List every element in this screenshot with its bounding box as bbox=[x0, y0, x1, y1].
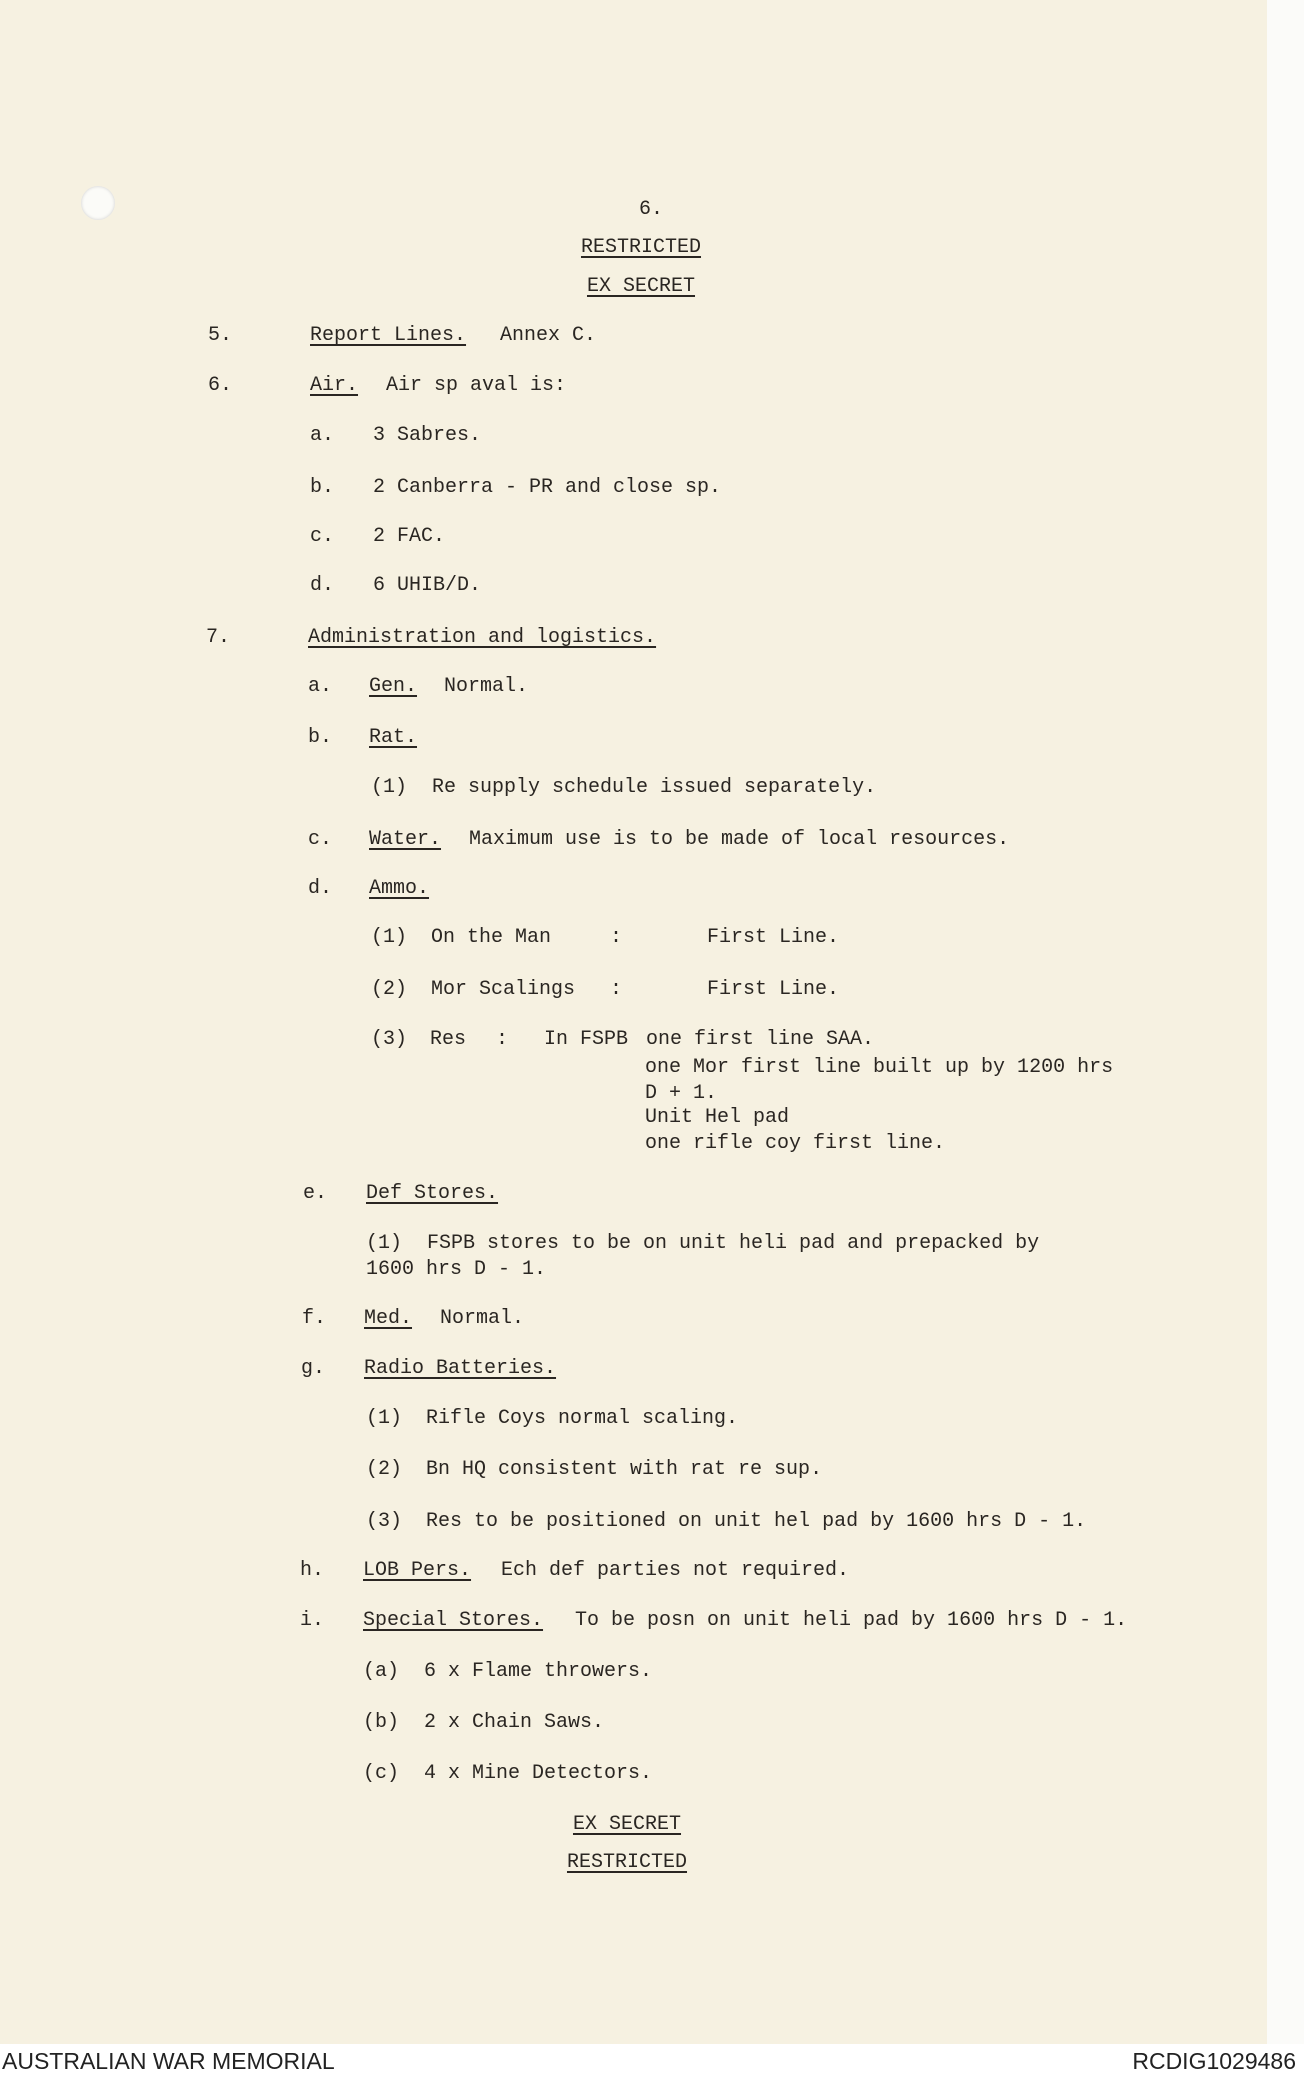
subsub-sep: : bbox=[496, 1028, 509, 1051]
sub-letter: i. bbox=[300, 1609, 325, 1632]
sub-letter: b. bbox=[308, 726, 333, 749]
sub-title: Rat. bbox=[369, 726, 418, 749]
archive-credit: AUSTRALIAN WAR MEMORIAL bbox=[2, 2048, 335, 2074]
subsub-number: (b) bbox=[363, 1711, 400, 1734]
sub-text: 2 Canberra - PR and close sp. bbox=[373, 476, 722, 499]
res-line: one Mor first line built up by 1200 hrs bbox=[645, 1056, 1114, 1079]
subsub-number: (a) bbox=[363, 1660, 400, 1683]
sub-text: 3 Sabres. bbox=[373, 424, 482, 447]
subsub-key: Res bbox=[430, 1028, 467, 1051]
subsub-sep: : bbox=[610, 978, 623, 1001]
sub-letter: d. bbox=[310, 574, 335, 597]
sub-letter: g. bbox=[301, 1357, 326, 1380]
subsub-text: Rifle Coys normal scaling. bbox=[426, 1407, 739, 1430]
subsub-number: (1) bbox=[371, 926, 408, 949]
para-number: 7. bbox=[206, 626, 231, 649]
subsub-number: (1) bbox=[371, 776, 408, 799]
page-number: 6. bbox=[638, 198, 664, 221]
para-number: 5. bbox=[208, 324, 233, 347]
subsub-number: (2) bbox=[366, 1458, 403, 1481]
para-text: Annex C. bbox=[500, 324, 597, 347]
subsub-sep: : bbox=[610, 926, 623, 949]
subsub-text: 6 x Flame throwers. bbox=[424, 1660, 653, 1683]
punch-hole bbox=[81, 186, 115, 220]
sub-letter: b. bbox=[310, 476, 335, 499]
sub-letter: c. bbox=[308, 828, 333, 851]
subsub-number: (3) bbox=[366, 1510, 403, 1533]
sub-letter: h. bbox=[300, 1559, 325, 1582]
sub-title: Water. bbox=[369, 828, 442, 851]
sub-text: Maximum use is to be made of local resources. bbox=[469, 828, 1010, 851]
res-line: one first line SAA. bbox=[646, 1028, 875, 1051]
sub-title: Def Stores. bbox=[366, 1182, 499, 1205]
subsub-key: Mor Scalings bbox=[431, 978, 576, 1001]
subsub-key: On the Man bbox=[431, 926, 552, 949]
subsub-number: (3) bbox=[371, 1028, 408, 1051]
para-title: Administration and logistics. bbox=[308, 626, 657, 649]
subsub-number: (1) bbox=[366, 1232, 403, 1255]
page-edge bbox=[1267, 0, 1304, 2044]
para-number: 6. bbox=[208, 374, 233, 397]
classification-header: EX SECRET bbox=[586, 275, 696, 298]
para-text: Air sp aval is: bbox=[386, 374, 567, 397]
classification-header: RESTRICTED bbox=[580, 236, 702, 259]
sub-letter: a. bbox=[308, 675, 333, 698]
subsub-value: First Line. bbox=[707, 926, 840, 949]
sub-text: To be posn on unit heli pad by 1600 hrs D - 1. bbox=[575, 1609, 1128, 1632]
subsub-number: (c) bbox=[363, 1762, 400, 1785]
sub-text: Normal. bbox=[440, 1307, 525, 1330]
sub-title: Radio Batteries. bbox=[364, 1357, 557, 1380]
subsub-text: 2 x Chain Saws. bbox=[424, 1711, 605, 1734]
sub-text: Normal. bbox=[444, 675, 529, 698]
subsub-value: In FSPB bbox=[544, 1028, 629, 1051]
res-line: D + 1. bbox=[645, 1082, 718, 1105]
subsub-value: First Line. bbox=[707, 978, 840, 1001]
sub-letter: a. bbox=[310, 424, 335, 447]
sub-letter: e. bbox=[303, 1182, 328, 1205]
subsub-text: 4 x Mine Detectors. bbox=[424, 1762, 653, 1785]
sub-letter: f. bbox=[302, 1307, 327, 1330]
sub-title: Special Stores. bbox=[363, 1609, 544, 1632]
para-title: Air. bbox=[310, 374, 359, 397]
subsub-text: Res to be positioned on unit hel pad by 1600 hrs D - 1. bbox=[426, 1510, 1087, 1533]
subsub-text: 1600 hrs D - 1. bbox=[366, 1258, 547, 1281]
res-line: one rifle coy first line. bbox=[645, 1132, 946, 1155]
sub-title: Gen. bbox=[369, 675, 418, 698]
subsub-text: FSPB stores to be on unit heli pad and prepacked by bbox=[427, 1232, 1040, 1255]
sub-letter: d. bbox=[308, 877, 333, 900]
subsub-text: Bn HQ consistent with rat re sup. bbox=[426, 1458, 823, 1481]
subsub-number: (2) bbox=[371, 978, 408, 1001]
classification-footer: RESTRICTED bbox=[566, 1851, 688, 1874]
sub-title: Med. bbox=[364, 1307, 413, 1330]
sub-text: Ech def parties not required. bbox=[501, 1559, 850, 1582]
sub-text: 2 FAC. bbox=[373, 525, 446, 548]
para-title: Report Lines. bbox=[310, 324, 467, 347]
archive-id: RCDIG1029486 bbox=[1132, 2048, 1296, 2074]
subsub-text: Re supply schedule issued separately. bbox=[432, 776, 877, 799]
subsub-number: (1) bbox=[366, 1407, 403, 1430]
sub-title: LOB Pers. bbox=[363, 1559, 472, 1582]
sub-letter: c. bbox=[310, 525, 335, 548]
res-line: Unit Hel pad bbox=[645, 1106, 790, 1129]
classification-footer: EX SECRET bbox=[572, 1813, 682, 1836]
sub-title: Ammo. bbox=[369, 877, 430, 900]
sub-text: 6 UHIB/D. bbox=[373, 574, 482, 597]
